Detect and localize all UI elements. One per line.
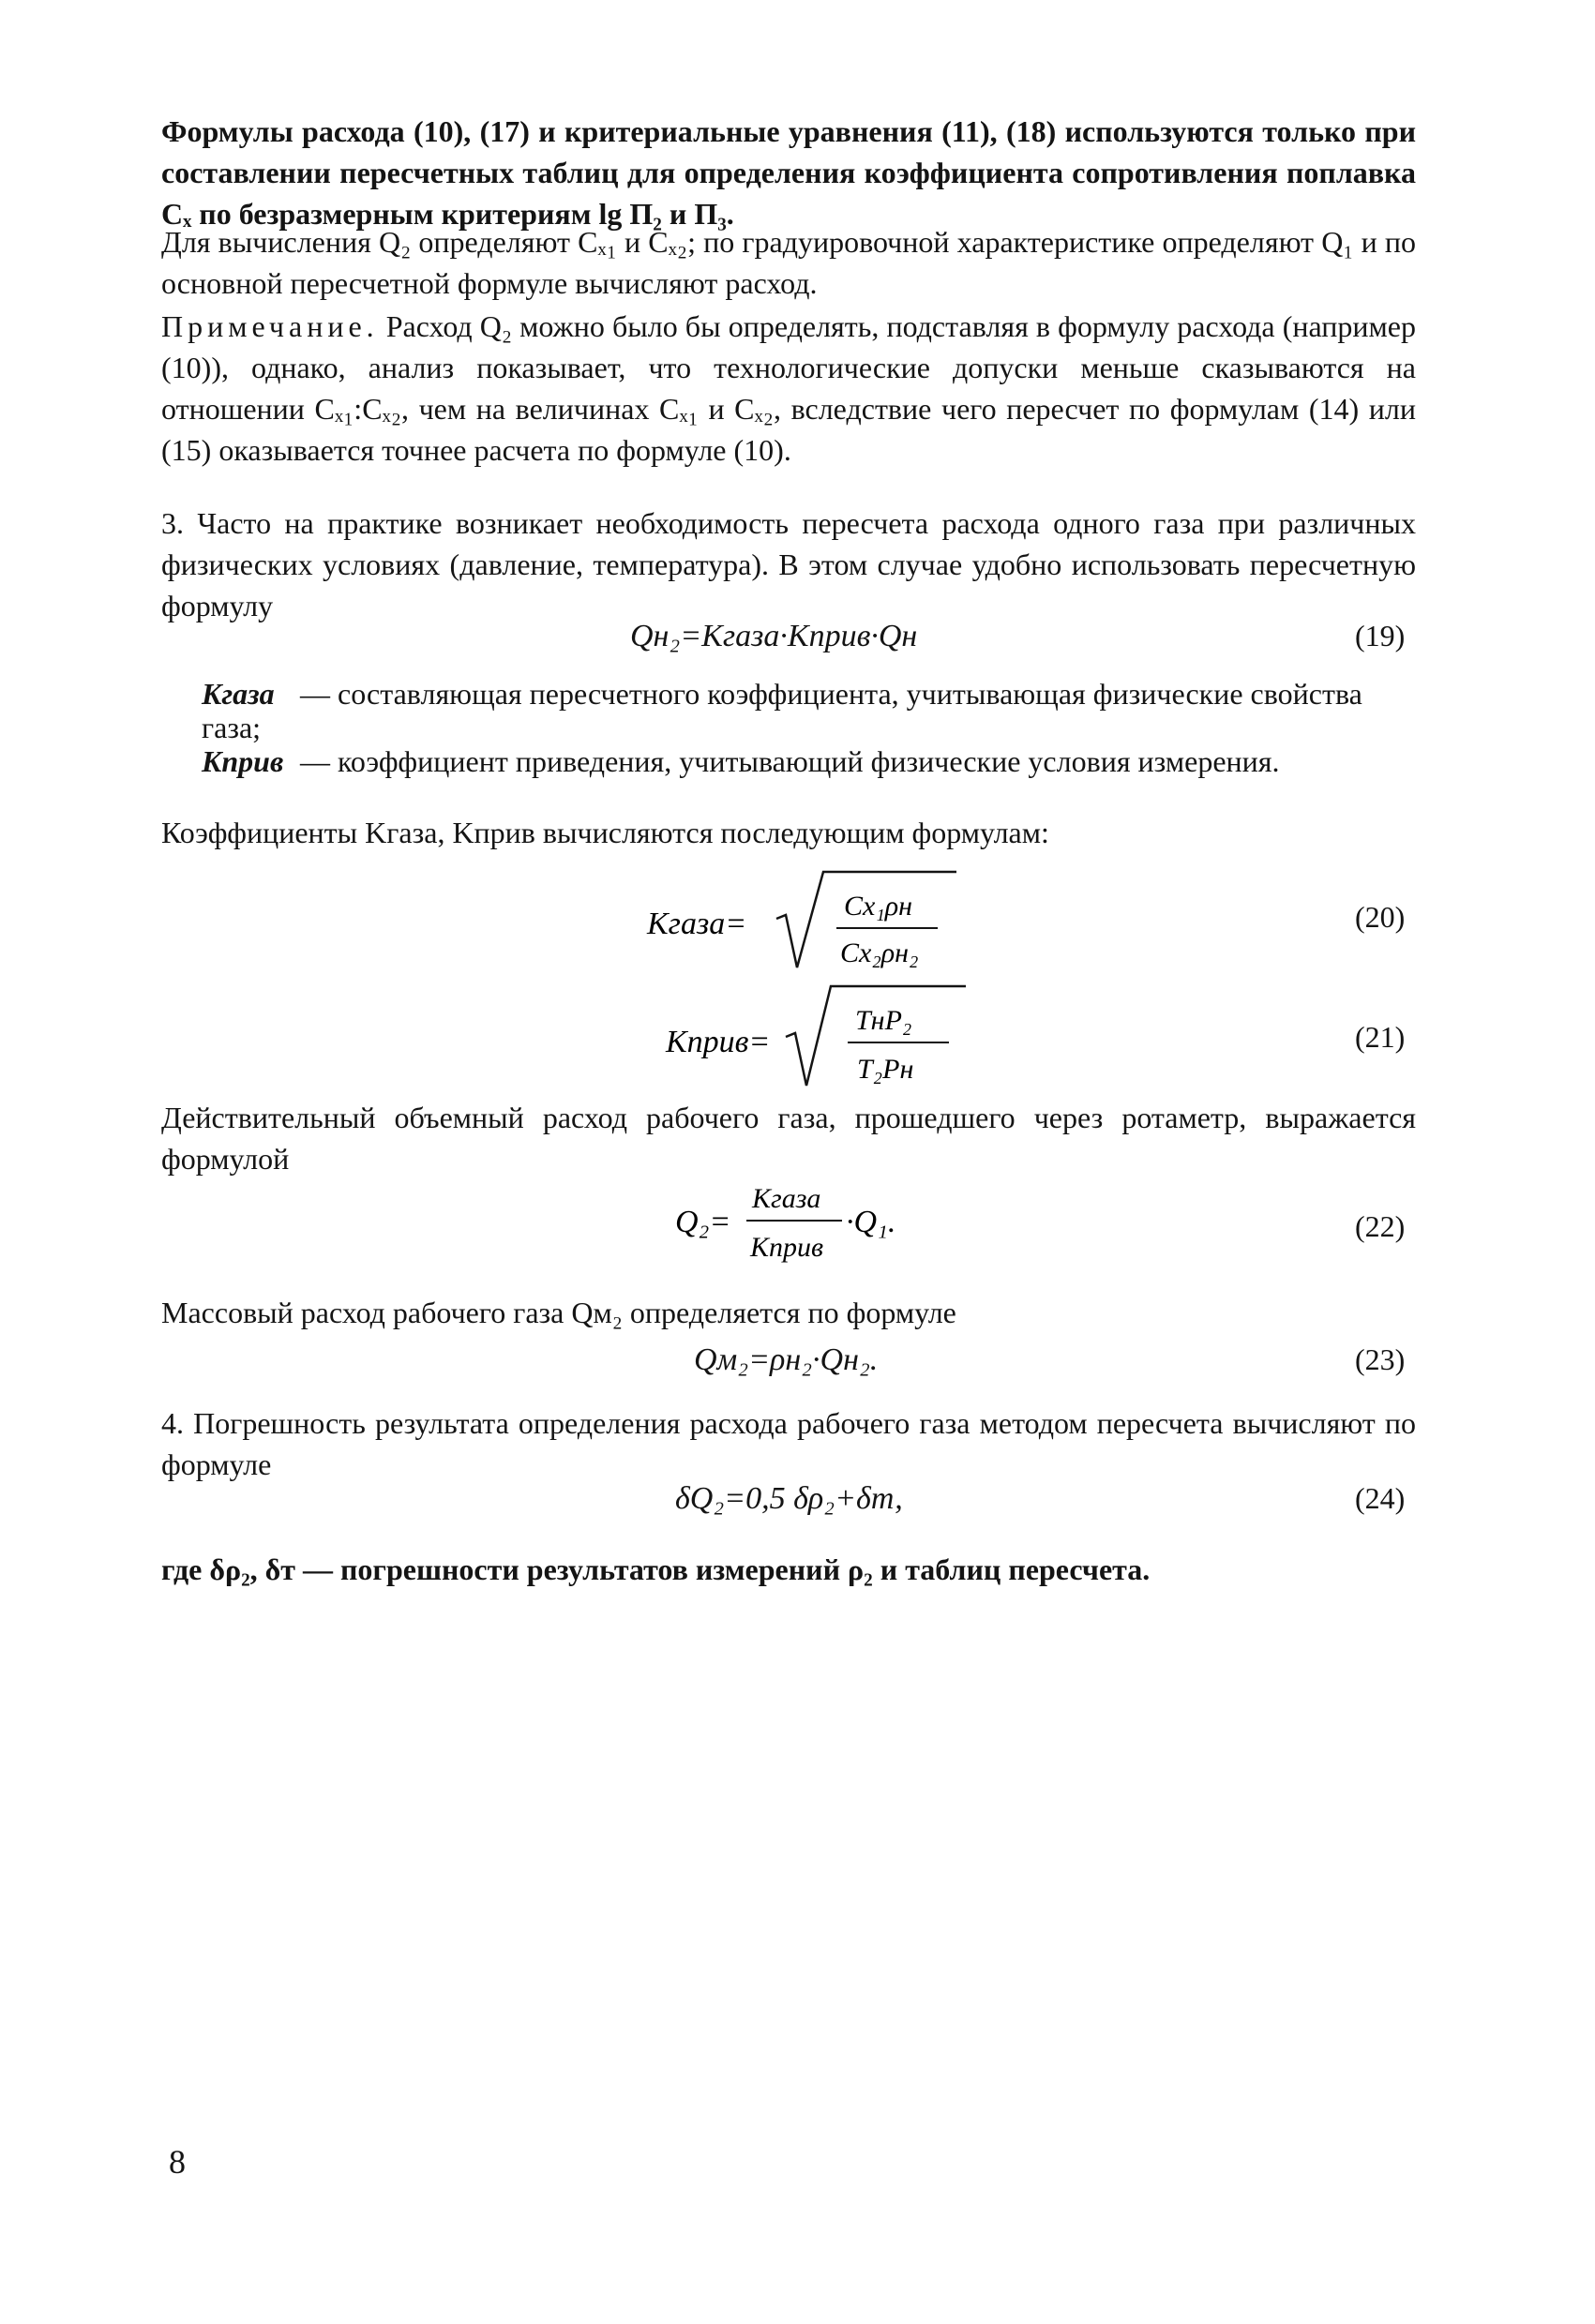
equation-21-number: (21) xyxy=(1355,1020,1406,1054)
equation-21-lhs: Kприв= xyxy=(666,1025,771,1059)
equation-23: Qм₂=ρн₂·Qн₂. xyxy=(694,1342,879,1377)
paragraph-calculation: Для вычисления Q₂ определяют Cₓ₁ и Cₓ₂; по градуировочной характеристике определяют Q₁ и по основной пересчетной формуле вычисляют расход. xyxy=(161,225,1416,300)
paragraph-recalculation: 3. Часто на практике возникает необходимость пересчета расхода одного газа при различных физических условиях (давление, температура). В этом случае удобно использовать пересчетную формулу xyxy=(161,506,1416,622)
equation-20-denominator: Cx₂ρн₂ xyxy=(840,937,919,968)
note-paragraph xyxy=(161,306,1416,471)
definition-k-priv-text: — коэффициент приведения, учитывающий физические условия измерения. xyxy=(300,744,1280,778)
paragraph-coefficients: Коэффициенты Kгаза, Kприв вычисляются последующим формулам: xyxy=(161,816,1049,849)
definition-k-priv-symbol: Kприв xyxy=(202,744,284,778)
equation-19-number: (19) xyxy=(1355,619,1406,652)
equation-24-number: (24) xyxy=(1355,1481,1406,1515)
equation-22-numerator: Kгаза xyxy=(752,1183,821,1214)
equation-19: Qн₂=Kгаза·Kприв·Qн xyxy=(630,619,918,653)
equation-21 xyxy=(656,975,975,1097)
equation-24: δQ₂=0,5 δρ₂+δт, xyxy=(675,1481,903,1516)
equation-22 xyxy=(666,1174,985,1277)
paragraph-mass-flow: Массовый расход рабочего газа Qм₂ определяется по формуле xyxy=(161,1296,956,1329)
paragraph-error-legend: где δρ₂, δт — погрешности результатов измерений ρ₂ и таблиц пересчета. xyxy=(161,1552,1151,1586)
definition-k-gas-text: — составляющая пересчетного коэффициента, учитывающая физические свойства газа; xyxy=(202,677,1362,744)
note-label: Примечание. xyxy=(161,309,379,343)
equation-20-numerator: Cx₁ρн xyxy=(844,891,913,922)
equation-22-lhs: Q₂= xyxy=(675,1205,731,1239)
equation-21-numerator: TнP₂ xyxy=(855,1005,912,1036)
equation-20-number: (20) xyxy=(1355,900,1406,934)
page-number: 8 xyxy=(169,2143,186,2181)
equation-20 xyxy=(638,862,956,984)
definition-k-gas xyxy=(202,677,1421,744)
equation-21-denominator: T₂Pн xyxy=(857,1054,914,1085)
equation-20-lhs: Kгаза= xyxy=(647,907,747,941)
paragraph-error: 4. Погрешность результата определения расхода рабочего газа методом пересчета вычисляют по формуле xyxy=(161,1406,1416,1481)
paragraph-actual-flow: Действительный объемный расход рабочего газа, прошедшего через ротаметр, выражается формулой xyxy=(161,1101,1416,1176)
equation-22-number: (22) xyxy=(1355,1209,1406,1243)
equation-23-number: (23) xyxy=(1355,1342,1406,1376)
equation-22-denominator: Kприв xyxy=(750,1232,824,1263)
paragraph-formulas: Формулы расхода (10), (17) и критериальные уравнения (11), (18) используются только при составлении пересчетных таблиц для определения коэффициента сопротивления поплавка Cₓ по безразмерным критериям lg П₂ и П₃. xyxy=(161,114,1416,231)
definition-k-priv xyxy=(202,744,1421,778)
definition-k-gas-symbol: Kгаза xyxy=(202,677,275,711)
equation-22-rhs: ·Q₁. xyxy=(846,1205,896,1239)
note-text: Расход Q₂ можно было бы определять, подставляя в формулу расхода (например (10)), однако, анализ показывает, что технологические допуски меньше сказываются на отношении Cₓ₁:Cₓ₂, чем на величинах Cₓ₁ и Cₓ₂, вследствие чего пересчет по формулам (14) или (15) оказывается точнее расчета по формуле (10). xyxy=(161,309,1417,467)
